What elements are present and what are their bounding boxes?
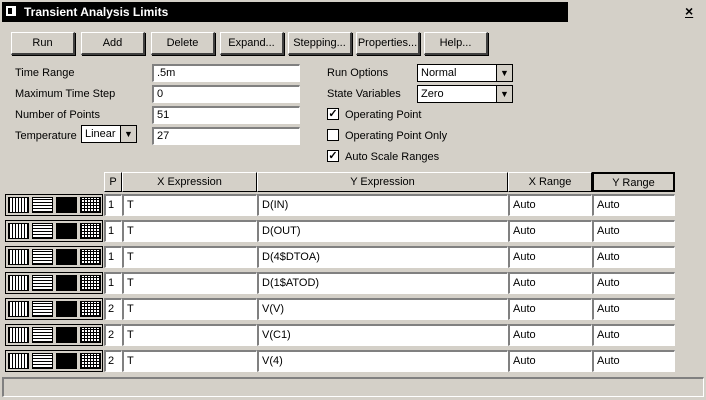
- row-y-expression-cell[interactable]: V(V): [257, 298, 508, 320]
- row-p-cell[interactable]: 2: [104, 324, 122, 346]
- row-p-cell[interactable]: 1: [104, 194, 122, 216]
- solid-fill-icon[interactable]: [56, 327, 77, 343]
- vertical-hatch-icon[interactable]: [8, 249, 29, 265]
- time-range-label: Time Range: [15, 67, 75, 79]
- row-p-cell[interactable]: 2: [104, 350, 122, 372]
- run-options-value: Normal: [421, 67, 457, 79]
- solid-fill-icon[interactable]: [56, 197, 77, 213]
- chevron-down-icon[interactable]: ▼: [496, 86, 512, 102]
- grid-pattern-icon[interactable]: [80, 327, 101, 343]
- row-y-expression-cell[interactable]: D(OUT): [257, 220, 508, 242]
- vertical-hatch-icon[interactable]: [8, 353, 29, 369]
- temperature-label: Temperature: [15, 130, 77, 142]
- num-points-input[interactable]: 51: [152, 106, 300, 124]
- row-x-expression-cell[interactable]: T: [122, 350, 257, 372]
- row-y-expression-cell[interactable]: V(4): [257, 350, 508, 372]
- app-icon[interactable]: [5, 5, 17, 17]
- line-style-selector[interactable]: [5, 298, 103, 320]
- run-options-label: Run Options: [327, 67, 389, 79]
- stepping-button[interactable]: Stepping...: [288, 32, 352, 55]
- horizontal-hatch-icon[interactable]: [32, 197, 53, 213]
- status-bar: [2, 377, 704, 397]
- header-x-expression[interactable]: X Expression: [122, 172, 257, 192]
- max-time-step-input[interactable]: 0: [152, 85, 300, 103]
- temperature-input[interactable]: 27: [152, 127, 300, 145]
- operating-point-only-label: Operating Point Only: [345, 130, 448, 142]
- title-bar: [0, 0, 706, 24]
- add-button[interactable]: Add: [81, 32, 145, 55]
- row-x-expression-cell[interactable]: T: [122, 324, 257, 346]
- row-p-cell[interactable]: 1: [104, 272, 122, 294]
- auto-scale-ranges-label: Auto Scale Ranges: [345, 151, 440, 163]
- operating-point-label: Operating Point: [345, 109, 422, 121]
- vertical-hatch-icon[interactable]: [8, 275, 29, 291]
- vertical-hatch-icon[interactable]: [8, 223, 29, 239]
- row-y-expression-cell[interactable]: D(4$DTOA): [257, 246, 508, 268]
- chevron-down-icon[interactable]: ▼: [496, 65, 512, 81]
- auto-scale-ranges-checkbox[interactable]: ✓: [328, 150, 338, 162]
- line-style-selector[interactable]: [5, 350, 103, 372]
- help-button[interactable]: Help...: [424, 32, 488, 55]
- solid-fill-icon[interactable]: [56, 249, 77, 265]
- row-y-range-cell[interactable]: Auto: [592, 350, 675, 372]
- properties-button[interactable]: Properties...: [356, 32, 420, 55]
- solid-fill-icon[interactable]: [56, 275, 77, 291]
- row-x-expression-cell[interactable]: T: [122, 194, 257, 216]
- run-button[interactable]: Run: [11, 32, 75, 55]
- row-y-expression-cell[interactable]: V(C1): [257, 324, 508, 346]
- row-p-cell[interactable]: 1: [104, 246, 122, 268]
- horizontal-hatch-icon[interactable]: [32, 249, 53, 265]
- horizontal-hatch-icon[interactable]: [32, 327, 53, 343]
- row-x-expression-cell[interactable]: T: [122, 246, 257, 268]
- solid-fill-icon[interactable]: [56, 353, 77, 369]
- row-x-range-cell[interactable]: Auto: [508, 194, 592, 216]
- operating-point-only-checkbox[interactable]: [327, 129, 339, 141]
- row-x-range-cell[interactable]: Auto: [508, 350, 592, 372]
- line-style-selector[interactable]: [5, 220, 103, 242]
- header-x-range[interactable]: X Range: [508, 172, 592, 192]
- row-y-expression-cell[interactable]: D(1$ATOD): [257, 272, 508, 294]
- solid-fill-icon[interactable]: [56, 223, 77, 239]
- chevron-down-icon[interactable]: ▼: [120, 126, 136, 142]
- line-style-selector[interactable]: [5, 194, 103, 216]
- row-y-expression-cell[interactable]: D(IN): [257, 194, 508, 216]
- row-x-expression-cell[interactable]: T: [122, 298, 257, 320]
- vertical-hatch-icon[interactable]: [8, 301, 29, 317]
- row-y-range-cell[interactable]: Auto: [592, 194, 675, 216]
- header-p[interactable]: P: [104, 172, 122, 192]
- row-x-range-cell[interactable]: Auto: [508, 246, 592, 268]
- operating-point-checkbox[interactable]: ✓: [328, 108, 338, 120]
- row-y-range-cell[interactable]: Auto: [592, 272, 675, 294]
- row-y-range-cell[interactable]: Auto: [592, 298, 675, 320]
- row-y-range-cell[interactable]: Auto: [592, 324, 675, 346]
- row-x-range-cell[interactable]: Auto: [508, 272, 592, 294]
- row-p-cell[interactable]: 2: [104, 298, 122, 320]
- grid-pattern-icon[interactable]: [80, 275, 101, 291]
- row-x-range-cell[interactable]: Auto: [508, 220, 592, 242]
- close-icon[interactable]: ×: [685, 3, 694, 19]
- num-points-label: Number of Points: [15, 109, 100, 121]
- delete-button[interactable]: Delete: [151, 32, 215, 55]
- horizontal-hatch-icon[interactable]: [32, 275, 53, 291]
- window-title: Transient Analysis Limits: [2, 2, 568, 22]
- horizontal-hatch-icon[interactable]: [32, 353, 53, 369]
- max-time-step-label: Maximum Time Step: [15, 88, 116, 100]
- state-variables-value: Zero: [421, 88, 444, 100]
- grid-pattern-icon[interactable]: [80, 249, 101, 265]
- line-style-selector[interactable]: [5, 272, 103, 294]
- vertical-hatch-icon[interactable]: [8, 327, 29, 343]
- grid-pattern-icon[interactable]: [80, 197, 101, 213]
- row-y-range-cell[interactable]: Auto: [592, 246, 675, 268]
- grid-pattern-icon[interactable]: [80, 353, 101, 369]
- time-range-input[interactable]: .5m: [152, 64, 300, 82]
- solid-fill-icon[interactable]: [56, 301, 77, 317]
- state-variables-select[interactable]: [417, 85, 513, 103]
- horizontal-hatch-icon[interactable]: [32, 223, 53, 239]
- run-options-select[interactable]: [417, 64, 513, 82]
- row-x-expression-cell[interactable]: T: [122, 272, 257, 294]
- temperature-mode-select[interactable]: [81, 125, 137, 143]
- temperature-mode-value: Linear: [85, 128, 116, 140]
- row-x-range-cell[interactable]: Auto: [508, 298, 592, 320]
- row-y-range-cell[interactable]: Auto: [592, 220, 675, 242]
- grid-pattern-icon[interactable]: [80, 223, 101, 239]
- row-x-expression-cell[interactable]: T: [122, 220, 257, 242]
- state-variables-label: State Variables: [327, 88, 401, 100]
- row-x-range-cell[interactable]: Auto: [508, 324, 592, 346]
- row-p-cell[interactable]: 1: [104, 220, 122, 242]
- header-y-expression[interactable]: Y Expression: [257, 172, 508, 192]
- header-y-range[interactable]: Y Range: [592, 172, 675, 192]
- vertical-hatch-icon[interactable]: [8, 197, 29, 213]
- horizontal-hatch-icon[interactable]: [32, 301, 53, 317]
- grid-pattern-icon[interactable]: [80, 301, 101, 317]
- expand-button[interactable]: Expand...: [220, 32, 284, 55]
- line-style-selector[interactable]: [5, 324, 103, 346]
- line-style-selector[interactable]: [5, 246, 103, 268]
